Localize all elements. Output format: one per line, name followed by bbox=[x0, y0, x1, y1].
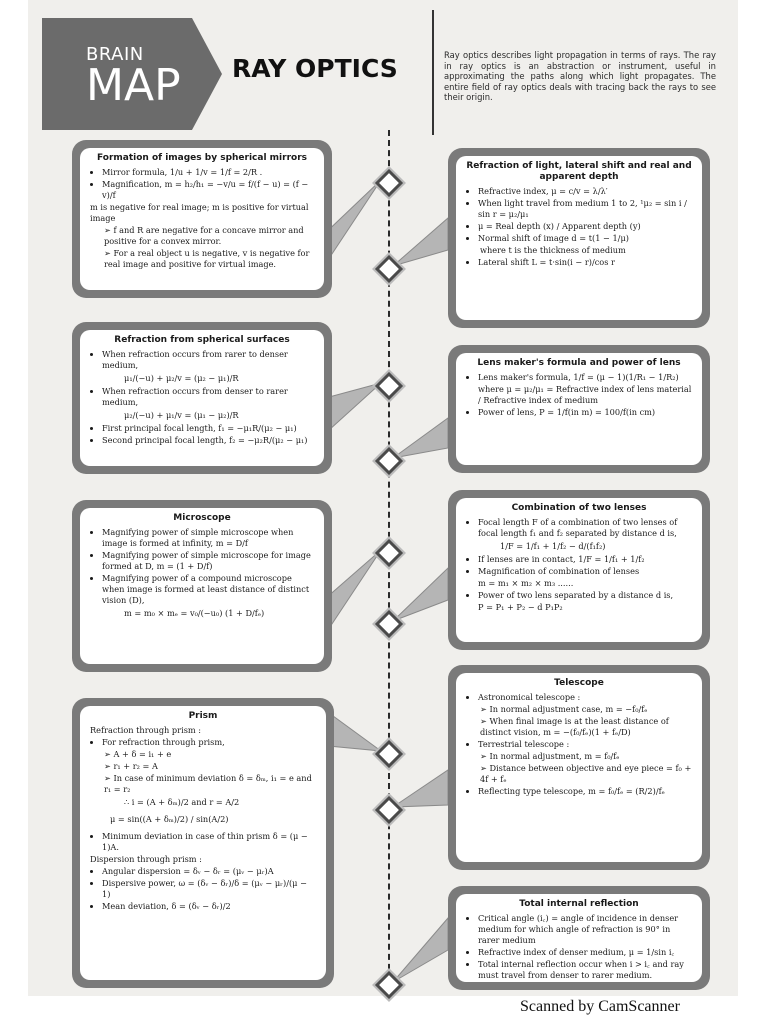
text-rarer-to-denser: • When refraction occurs from rarer to denser medium, bbox=[102, 349, 314, 371]
card-title: Prism bbox=[188, 711, 218, 721]
heading-refraction-prism: Refraction through prism : bbox=[90, 725, 202, 735]
formula-mean-deviation: • Mean deviation, δ = (δᵥ − δᵣ)/2 bbox=[102, 901, 316, 912]
formula-terrestrial-distance: ➢ Distance between objective and eye piece = f₀ + 4f + fₑ bbox=[466, 763, 692, 785]
intro-text: Ray optics describes light propagation in terms of rays. The ray in ray optics is an abstraction or instrument, useful in approximating the paths along which light propagates. The entire field of ray optics deals with tracing back the rays to see their origin. bbox=[444, 50, 716, 103]
card-title: Telescope bbox=[554, 678, 604, 688]
formula-magnification-product: m = m₁ × m₂ × m₃ ...... bbox=[478, 578, 574, 588]
formula-thin-prism: • Minimum deviation in case of thin prism δ = (μ − 1)A. bbox=[102, 831, 316, 853]
formula-least-distance: ➢ When final image is at the least distance of distinct vision, m = −(f₀/fₑ)(1 + fₑ/D) bbox=[466, 716, 692, 738]
card-spherical-surfaces bbox=[72, 322, 332, 474]
formula-r-sum: ➢ r₁ + r₂ = A bbox=[90, 761, 316, 772]
formula-focal-combination: 1/F = 1/f₁ + 1/f₂ − d/(f₁f₂) bbox=[500, 541, 606, 551]
formula-magnification: • Magnification, m = h₂/h₁ = −v/u = f/(f − u) = (f − v)/f bbox=[102, 179, 314, 201]
formula-i-and-r: ∴ i = (A + δₘ)/2 and r = A/2 bbox=[124, 797, 240, 807]
formula-denser-index: • Refractive index of denser medium, μ = 1/sin i꜀ bbox=[478, 947, 692, 958]
formula-normal-shift: • Normal shift of image d = t(1 − 1/μ) bbox=[478, 233, 692, 244]
formula-lateral-shift: • Lateral shift L = t·sin(i − r)/cos r bbox=[478, 257, 692, 268]
formula-simple-infinity: • Magnifying power of simple microscope when image is formed at infinity, m = D/f bbox=[102, 527, 314, 549]
brain-label: BRAIN bbox=[86, 44, 144, 65]
text-focal-combination: • Focal length F of a combination of two lenses of focal length f₁ and f₂ separated by distance d is, bbox=[478, 517, 692, 539]
text-critical-angle: • Critical angle (i꜀) = angle of incidence in denser medium for which angle of refraction is 90° in rarer medium bbox=[478, 913, 692, 946]
card-title: Total internal reflection bbox=[519, 899, 639, 909]
formula-prism-mu: μ = sin((A + δₘ)/2) / sin(A/2) bbox=[110, 814, 229, 824]
formula-angle-sum: ➢ A + δ = i₁ + e bbox=[90, 749, 316, 760]
card-spherical-mirrors bbox=[72, 140, 332, 298]
formula-contact: • If lenses are in contact, 1/F = 1/f₁ + 1/f₂ bbox=[478, 554, 692, 565]
formula-first-focal: • First principal focal length, f₁ = −μ₁R/(μ₂ − μ₁) bbox=[102, 423, 314, 434]
card-telescope bbox=[448, 665, 710, 870]
formula-dispersive-power: • Dispersive power, ω = (δᵥ − δᵣ)/δ = (μᵥ − μᵣ)/(μ − 1) bbox=[102, 878, 316, 900]
note-sign: m is negative for real image; m is positive for virtual image bbox=[90, 202, 309, 223]
heading-dispersion: Dispersion through prism : bbox=[90, 854, 202, 864]
note-thickness: where t is the thickness of medium bbox=[480, 245, 626, 255]
card-prism bbox=[72, 698, 334, 988]
formula-depth: • μ = Real depth (x) / Apparent depth (y) bbox=[478, 221, 692, 232]
text-power-two-lens: • Power of two lens separated by a distance d is, bbox=[478, 590, 692, 601]
formula-relative-index: • When light travel from medium 1 to 2, ¹μ₂ = sin i / sin r = μ₂/μ₁ bbox=[478, 198, 692, 220]
formula-compound: m = m₀ × mₑ = v₀/(−u₀) (1 + D/fₑ) bbox=[124, 608, 265, 618]
formula-power: • Power of lens, P = 1/f(in m) = 100/f(in cm) bbox=[478, 407, 692, 418]
formula-rarer-to-denser: μ₁/(−u) + μ₂/v = (μ₂ − μ₁)/R bbox=[124, 373, 239, 383]
card-title: Formation of images by spherical mirrors bbox=[97, 153, 307, 163]
card-title: Microscope bbox=[173, 513, 231, 523]
card-title: Refraction of light, lateral shift and real and apparent depth bbox=[466, 161, 692, 182]
formula-mirror: • Mirror formula, 1/u + 1/v = 1/f = 2/R . bbox=[102, 167, 314, 178]
text-tir-condition: • Total internal reflection occur when i > i꜀ and ray must travel from denser to rarer medium. bbox=[478, 959, 692, 981]
text-compound: • Magnifying power of a compound microscope when image is formed at least distance of distinct vision (D), bbox=[102, 573, 314, 606]
formula-relative-mu: where μ = μ₂/μ₁ = Refractive index of lens material / Refractive index of medium bbox=[478, 384, 692, 405]
text-magnification-combination: • Magnification of combination of lenses bbox=[478, 566, 692, 577]
card-refraction-of-light bbox=[448, 148, 710, 328]
page-title: RAY OPTICS bbox=[232, 54, 398, 83]
formula-second-focal: • Second principal focal length, f₂ = −μ₂R/(μ₂ − μ₁) bbox=[102, 435, 314, 446]
formula-refractive-index: • Refractive index, μ = c/v = λ/λ′ bbox=[478, 186, 692, 197]
formula-angular-dispersion: • Angular dispersion = δᵥ − δᵣ = (μᵥ − μᵣ)A bbox=[102, 866, 316, 877]
callout-combination bbox=[393, 568, 448, 621]
card-total-internal-reflection bbox=[448, 886, 710, 990]
scanner-watermark: Scanned by CamScanner bbox=[520, 998, 680, 1015]
formula-reflecting: • Reflecting type telescope, m = f₀/fₑ = (R/2)/fₑ bbox=[478, 786, 692, 797]
text-denser-to-rarer: • When refraction occurs from denser to rarer medium, bbox=[102, 386, 314, 408]
callout-telescope bbox=[393, 770, 448, 807]
card-title: Combination of two lenses bbox=[511, 503, 647, 513]
formula-lens-maker: • Lens maker's formula, 1/f = (μ − 1)(1/R₁ − 1/R₂) bbox=[478, 372, 692, 383]
formula-denser-to-rarer: μ₂/(−u) + μ₁/v = (μ₁ − μ₂)/R bbox=[124, 410, 239, 420]
formula-terrestrial-normal: ➢ In normal adjustment, m = f₀/fₑ bbox=[466, 751, 692, 762]
callout-tir bbox=[393, 918, 448, 982]
card-title: Refraction from spherical surfaces bbox=[114, 335, 290, 345]
card-lens-maker bbox=[448, 345, 710, 473]
formula-power-two-lens: P = P₁ + P₂ − d P₁P₂ bbox=[478, 602, 563, 612]
text-for-refraction: • For refraction through prism, bbox=[102, 737, 316, 748]
formula-normal-adjustment: ➢ In normal adjustment case, m = −f₀/fₑ bbox=[466, 704, 692, 715]
map-label: MAP bbox=[86, 60, 181, 111]
sub-point: ➢ f and R are negative for a concave mirror and positive for a convex mirror. bbox=[90, 225, 314, 247]
formula-simple-at-d: • Magnifying power of simple microscope for image formed at D, m = (1 + D/f) bbox=[102, 550, 314, 572]
text-terrestrial: • Terrestrial telescope : bbox=[478, 739, 692, 750]
callout-lensmaker bbox=[393, 418, 448, 458]
card-title: Lens maker's formula and power of lens bbox=[477, 358, 681, 368]
card-combination-lenses bbox=[448, 490, 710, 650]
callout-refraction bbox=[393, 218, 448, 266]
card-microscope bbox=[72, 500, 332, 672]
text-min-deviation: ➢ In case of minimum deviation δ = δₘ, i₁ = e and r₁ = r₂ bbox=[90, 773, 316, 795]
text-astronomical: • Astronomical telescope : bbox=[478, 692, 692, 703]
sub-point: ➢ For a real object u is negative, v is negative for real image and positive for virtual image. bbox=[90, 248, 314, 270]
